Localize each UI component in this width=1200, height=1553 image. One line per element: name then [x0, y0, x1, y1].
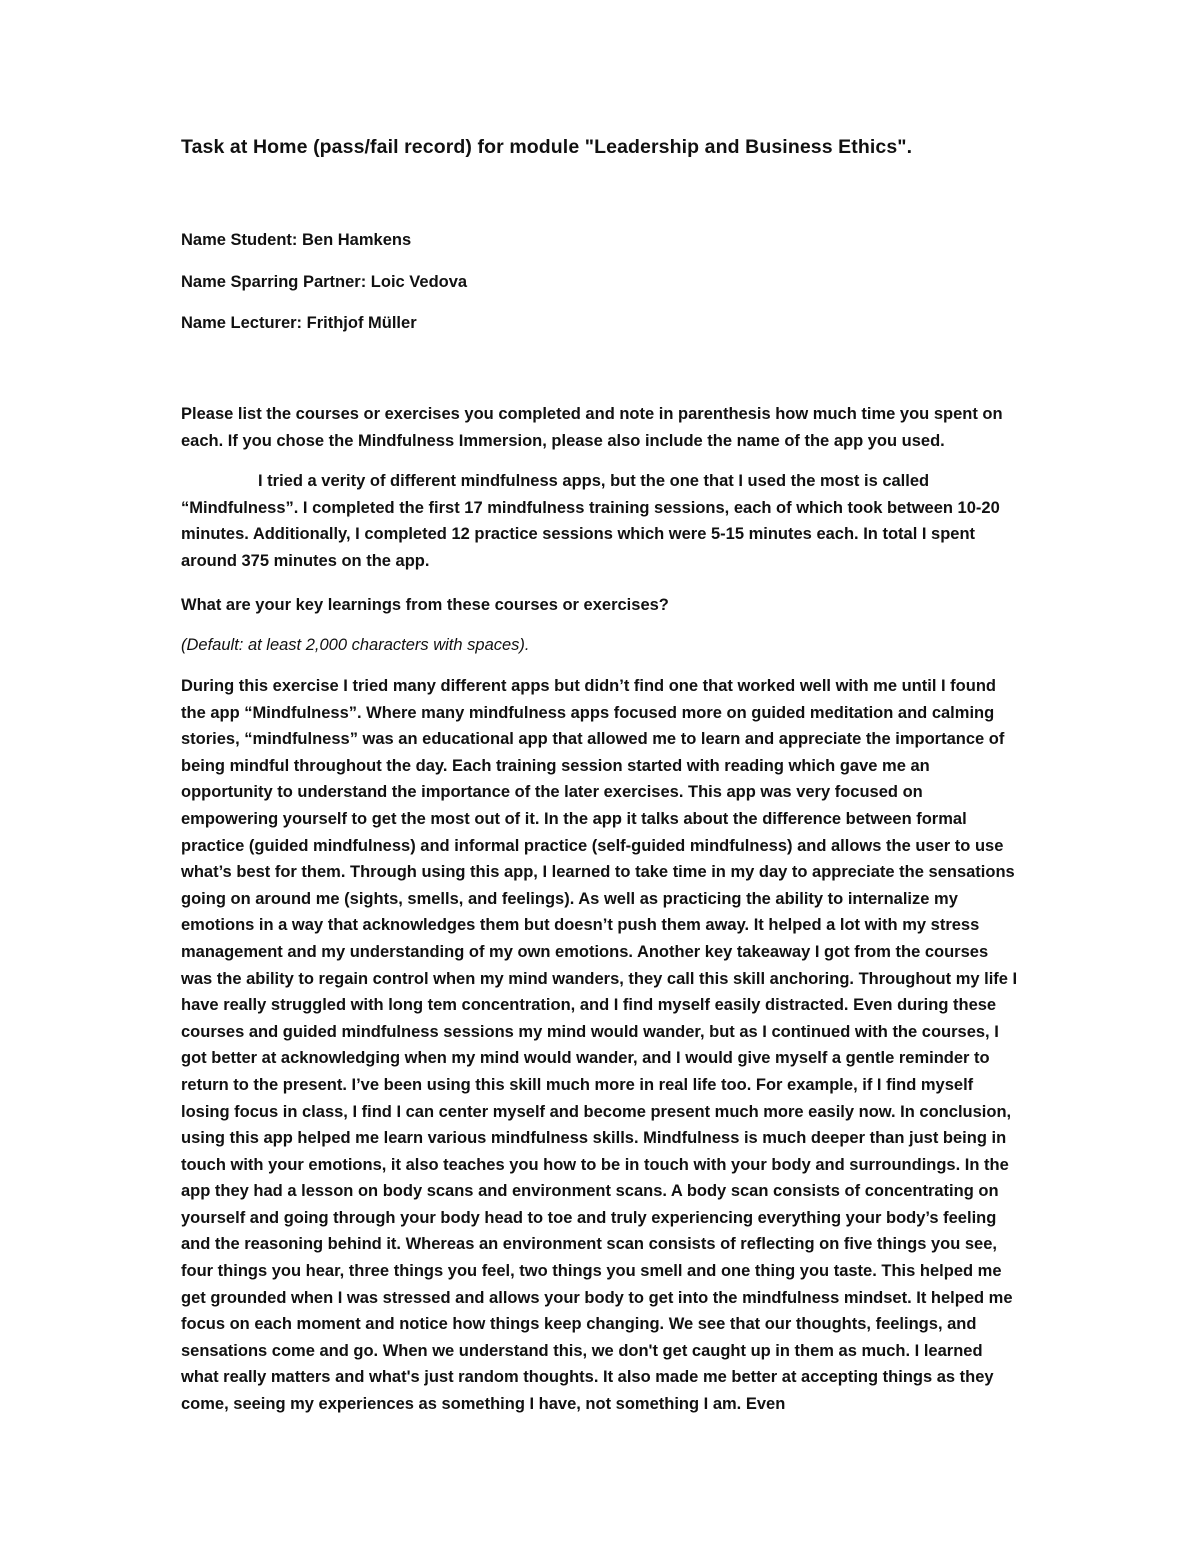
question-courses-text: Please list the courses or exercises you completed and note in parenthesis how much time you spent on each. If you chose the Mindfulness Immersion, please also include the name of the app you used.	[181, 405, 1003, 450]
question-key-learnings	[181, 592, 1019, 619]
answer-courses-text: I tried a verity of different mindfulness apps, but the one that I used the most is called “Mindfulness”. I completed the first 17 mindfulness training sessions, each of which took between 10-20 minutes. Additionally, I completed 12 practice sessions which were 5-15 minutes each. In total I spent around 375 minutes on the app.	[181, 472, 1000, 570]
sparring-partner-name: Name Sparring Partner: Loic Vedova	[181, 273, 468, 291]
document-title: Task at Home (pass/fail record) for module "Leadership and Business Ethics".	[181, 136, 913, 158]
question-courses	[181, 401, 1019, 454]
student-name: Name Student: Ben Hamkens	[181, 231, 412, 249]
answer-key-learnings-text: During this exercise I tried many different apps but didn’t find one that worked well with me until I found the app “Mindfulness”. Where many mindfulness apps focused more on guided meditation and calming stories, “mindfulness” was an educational app that allowed me to learn and appreciate the importance of being mindful throughout the day. Each training session started with reading which gave me an opportunity to understand the importance of the later exercises. This app was very focused on empowering yourself to get the most out of it. In the app it talks about the difference between formal practice (guided mindfulness) and informal practice (self-guided mindfulness) and allows the user to use what’s best for them. Through using this app, I learned to take time in my day to appreciate the sensations going on around me (sights, smells, and feelings). As well as practicing the ability to internalize my emotions in a way that acknowledges them but doesn’t push them away. It helped a lot with my stress management and my understanding of my own emotions. Another key takeaway I got from the courses was the ability to regain control when my mind wanders, they call this skill anchoring. Throughout my life I have really struggled with long tem concentration, and I find myself easily distracted. Even during these courses and guided mindfulness sessions my mind would wander, but as I continued with the courses, I got better at acknowledging when my mind would wander, and I would give myself a gentle reminder to return to the present. I’ve been using this skill much more in real life too. For example, if I find myself losing focus in class, I find I can center myself and become present much more easily now. In conclusion, using this app helped me learn various mindfulness skills. Mindfulness is much deeper than just being in touch with your emotions, it also teaches you how to be in touch with your body and surroundings. In the app they had a lesson on body scans and environment scans. A body scan consists of concentrating on yourself and going through your body head to toe and truly experiencing everything your body’s feeling and the reasoning behind it. Whereas an environment scan consists of reflecting on five things you see, four things you hear, three things you feel, two things you smell and one thing you taste. This helped me get grounded when I was stressed and allows your body to get into the mindfulness mindset. It helped me focus on each moment and notice how things keep changing. We see that our thoughts, feelings, and sensations come and go. When we understand this, we don't get caught up in them as much. I learned what really matters and what's just random thoughts. It also made me better at accepting things as they come, seeing my experiences as something I have, not something I am. Even	[181, 677, 1018, 1414]
question-key-learnings-text: What are your key learnings from these courses or exercises?	[181, 596, 669, 614]
answer-courses	[181, 468, 1019, 574]
lecturer-name: Name Lecturer: Frithjof Müller	[181, 314, 417, 332]
answer-key-learnings	[181, 673, 1019, 1418]
length-note-text: (Default: at least 2,000 characters with spaces).	[181, 636, 530, 654]
length-note	[181, 632, 1019, 659]
